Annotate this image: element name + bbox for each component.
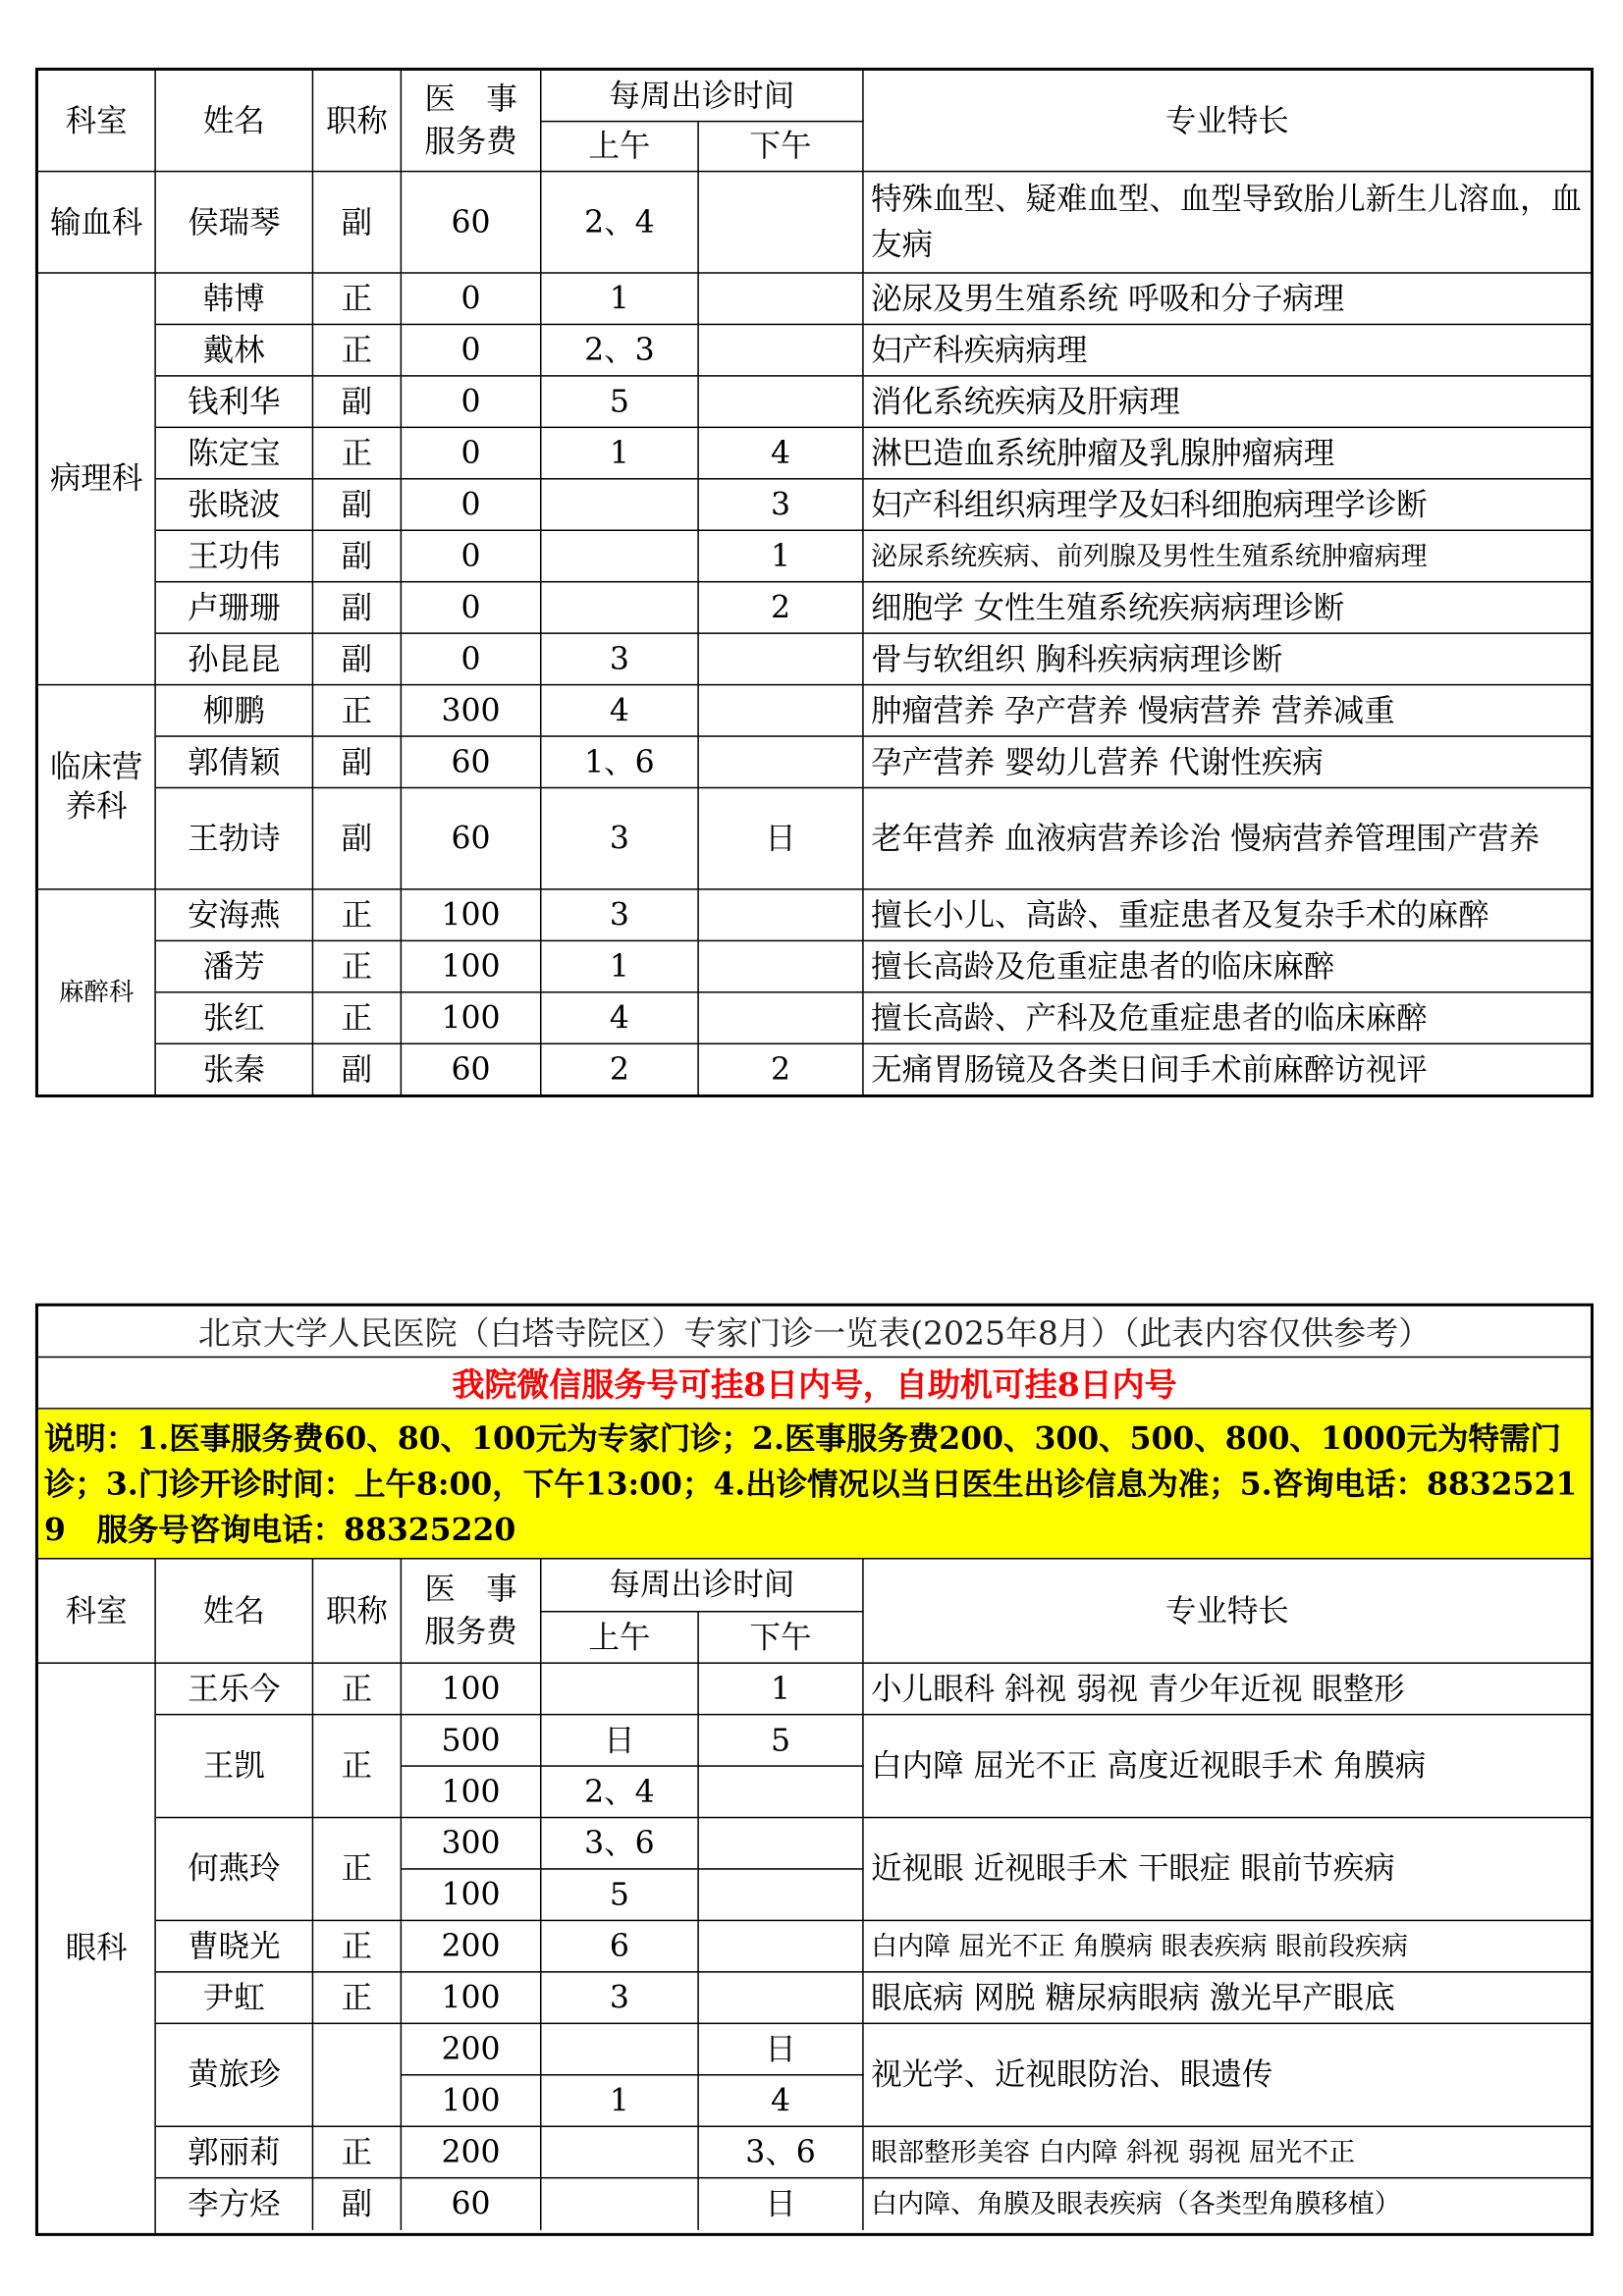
- doctor-title: 正: [313, 1973, 402, 2024]
- clinic-pm: [699, 274, 864, 325]
- clinic-pm: 4: [699, 2076, 864, 2127]
- doctor-title: 正: [313, 1818, 402, 1921]
- doctor-title: 正: [313, 890, 402, 941]
- doctor-title: 副: [313, 1044, 402, 1095]
- clinic-am: [541, 531, 698, 582]
- header-weekly: 每周出诊时间: [541, 71, 863, 122]
- dept-cell: 麻醉科: [38, 890, 156, 1096]
- header-specialty: 专业特长: [864, 1560, 1591, 1664]
- doctor-name: 张晓波: [156, 480, 313, 531]
- specialty: 孕产营养 婴幼儿营养 代谢性疾病: [864, 737, 1591, 788]
- doctor-title: [313, 2024, 402, 2127]
- clinic-pm: [699, 993, 864, 1044]
- clinic-am: 1: [541, 274, 698, 325]
- clinic-pm: 3、6: [699, 2127, 864, 2178]
- service-fee: 200: [402, 2127, 541, 2178]
- clinic-pm: 1: [699, 1664, 864, 1715]
- dept-cell: 临床营养科: [38, 685, 156, 889]
- doctor-name: 安海燕: [156, 890, 313, 941]
- clinic-am: 1: [541, 428, 698, 479]
- notes-box: 说明：1.医事服务费60、80、100元为专家门诊；2.医事服务费200、300、500、800、1000元为特需门诊；3.门诊开诊时间：上午8:00，下午13:00；4.出诊情况以当日医生出诊信息为准；5.咨询电话：88325219 服务号咨询电话：88325220: [38, 1410, 1591, 1560]
- table-title: 北京大学人民医院（白塔寺院区）专家门诊一览表(2025年8月）（此表内容仅供参考）: [38, 1307, 1591, 1358]
- doctor-name: 潘芳: [156, 941, 313, 992]
- clinic-pm: 2: [699, 582, 864, 633]
- clinic-pm: 1: [699, 531, 864, 582]
- doctor-title: 副: [313, 634, 402, 685]
- doctor-title: 正: [313, 1921, 402, 1972]
- clinic-am: 2: [541, 1044, 698, 1095]
- header-pm: 下午: [699, 1612, 864, 1663]
- service-fee: 60: [402, 788, 541, 889]
- doctor-name: 陈定宝: [156, 428, 313, 479]
- clinic-am: [541, 1664, 698, 1715]
- doctor-title: 正: [313, 2127, 402, 2178]
- service-fee: 100: [402, 1870, 541, 1921]
- specialty: 泌尿系统疾病、前列腺及男性生殖系统肿瘤病理: [864, 531, 1591, 582]
- clinic-pm: [699, 377, 864, 428]
- clinic-pm: 日: [699, 2024, 864, 2075]
- service-fee: 100: [402, 1767, 541, 1818]
- header-title: 职称: [313, 1560, 402, 1664]
- service-fee: 0: [402, 325, 541, 376]
- specialty: 细胞学 女性生殖系统疾病病理诊断: [864, 582, 1591, 633]
- clinic-am: 3: [541, 890, 698, 941]
- doctor-title: 正: [313, 274, 402, 325]
- doctor-title: 正: [313, 1664, 402, 1715]
- clinic-am: 日: [541, 1715, 698, 1766]
- specialty: 白内障 屈光不正 高度近视眼手术 角膜病: [864, 1715, 1591, 1818]
- clinic-am: [541, 2127, 698, 2178]
- header-pm: 下午: [699, 122, 864, 172]
- service-fee: 500: [402, 1715, 541, 1766]
- service-fee: 0: [402, 377, 541, 428]
- doctor-name: 卢珊珊: [156, 582, 313, 633]
- specialty: 擅长高龄、产科及危重症患者的临床麻醉: [864, 993, 1591, 1044]
- service-fee: 200: [402, 1921, 541, 1972]
- clinic-am: 3: [541, 788, 698, 889]
- doctor-title: 副: [313, 480, 402, 531]
- clinic-am: 5: [541, 377, 698, 428]
- service-fee: 0: [402, 274, 541, 325]
- header-weekly: 每周出诊时间: [541, 1560, 863, 1613]
- doctor-name: 黄旅珍: [156, 2024, 313, 2127]
- notice-banner: 我院微信服务号可挂8日内号，自助机可挂8日内号: [38, 1358, 1591, 1409]
- specialty: 白内障 屈光不正 角膜病 眼表疾病 眼前段疾病: [864, 1921, 1591, 1972]
- service-fee: 100: [402, 941, 541, 992]
- service-fee: 60: [402, 2178, 541, 2229]
- clinic-pm: [699, 941, 864, 992]
- clinic-am: 2、4: [541, 172, 698, 273]
- doctor-name: 孙昆昆: [156, 634, 313, 685]
- doctor-title: 副: [313, 2178, 402, 2229]
- doctor-name: 张秦: [156, 1044, 313, 1095]
- doctor-title: 正: [313, 325, 402, 376]
- doctor-name: 戴林: [156, 325, 313, 376]
- header-specialty: 专业特长: [864, 71, 1591, 172]
- header-dept: 科室: [38, 1560, 156, 1664]
- service-fee: 100: [402, 2076, 541, 2127]
- service-fee: 0: [402, 582, 541, 633]
- specialty: 特殊血型、疑难血型、血型导致胎儿新生儿溶血，血友病: [864, 172, 1591, 273]
- clinic-pm: 日: [699, 788, 864, 889]
- clinic-am: [541, 2024, 698, 2075]
- doctor-title: 副: [313, 377, 402, 428]
- header-fee: 医 事服务费: [402, 71, 541, 172]
- doctor-title: 正: [313, 428, 402, 479]
- specialty: 骨与软组织 胸科疾病病理诊断: [864, 634, 1591, 685]
- specialty: 眼底病 网脱 糖尿病眼病 激光早产眼底: [864, 1973, 1591, 2024]
- clinic-am: 1、6: [541, 737, 698, 788]
- doctor-name: 韩博: [156, 274, 313, 325]
- specialty: 白内障、角膜及眼表疾病（各类型角膜移植）: [871, 2188, 1401, 2220]
- dept-cell: 输血科: [38, 172, 156, 273]
- specialty: 视光学、近视眼防治、眼遗传: [864, 2024, 1591, 2127]
- doctor-name: 李方烃: [156, 2178, 313, 2229]
- doctor-name: 郭丽莉: [156, 2127, 313, 2178]
- clinic-pm: 4: [699, 428, 864, 479]
- service-fee: 300: [402, 685, 541, 736]
- clinic-pm: [699, 1870, 864, 1921]
- dept-cell: 病理科: [38, 274, 156, 686]
- doctor-title: 副: [313, 788, 402, 889]
- clinic-am: [541, 2178, 698, 2229]
- service-fee: 100: [402, 1664, 541, 1715]
- doctor-title: 副: [313, 172, 402, 273]
- doctor-name: 曹晓光: [156, 1921, 313, 1972]
- doctor-name: 王凯: [156, 1715, 313, 1818]
- doctor-title: 正: [313, 685, 402, 736]
- clinic-am: 3: [541, 634, 698, 685]
- table-1: [35, 68, 1594, 1097]
- specialty: 眼部整形美容 白内障 斜视 弱视 屈光不正: [864, 2127, 1591, 2178]
- clinic-pm: [699, 1818, 864, 1869]
- specialty: 消化系统疾病及肝病理: [864, 377, 1591, 428]
- doctor-name: 钱利华: [156, 377, 313, 428]
- specialty: 小儿眼科 斜视 弱视 青少年近视 眼整形: [864, 1664, 1591, 1715]
- clinic-pm: 3: [699, 480, 864, 531]
- clinic-am: 1: [541, 2076, 698, 2127]
- clinic-am: 3: [541, 1973, 698, 2024]
- doctor-name: 王乐今: [156, 1664, 313, 1715]
- specialty: 泌尿及男生殖系统 呼吸和分子病理: [864, 274, 1591, 325]
- clinic-pm: [699, 890, 864, 941]
- service-fee: 0: [402, 531, 541, 582]
- specialty: 擅长高龄及危重症患者的临床麻醉: [864, 941, 1591, 992]
- doctor-title: 副: [313, 737, 402, 788]
- doctor-name: 柳鹏: [156, 685, 313, 736]
- service-fee: 0: [402, 480, 541, 531]
- doctor-name: 王功伟: [156, 531, 313, 582]
- clinic-am: 2、3: [541, 325, 698, 376]
- specialty: 无痛胃肠镜及各类日间手术前麻醉访视评: [871, 1051, 1428, 1088]
- doctor-name: 郭倩颖: [156, 737, 313, 788]
- service-fee: 100: [402, 890, 541, 941]
- dept-cell: 眼科: [38, 1664, 156, 2233]
- clinic-pm: [699, 737, 864, 788]
- clinic-am: 6: [541, 1921, 698, 1972]
- doctor-name: 侯瑞琴: [156, 172, 313, 273]
- doctor-name: 尹虹: [156, 1973, 313, 2024]
- service-fee: 300: [402, 1818, 541, 1869]
- service-fee: 60: [402, 1044, 541, 1095]
- header-name: 姓名: [156, 1560, 313, 1664]
- header-am: 上午: [541, 122, 698, 172]
- clinic-pm: [699, 172, 864, 273]
- header-dept: 科室: [38, 71, 156, 172]
- header-am: 上午: [541, 1612, 698, 1663]
- specialty: 老年营养 血液病营养诊治 慢病营养管理围产营养: [864, 788, 1591, 889]
- specialty: 近视眼 近视眼手术 干眼症 眼前节疾病: [864, 1818, 1591, 1921]
- clinic-am: 1: [541, 941, 698, 992]
- clinic-pm: [699, 325, 864, 376]
- service-fee: 100: [402, 1973, 541, 2024]
- clinic-pm: [699, 1973, 864, 2024]
- specialty: 妇产科组织病理学及妇科细胞病理学诊断: [864, 480, 1591, 531]
- header-name: 姓名: [156, 71, 313, 172]
- clinic-am: 5: [541, 1870, 698, 1921]
- service-fee: 100: [402, 993, 541, 1044]
- specialty: 淋巴造血系统肿瘤及乳腺肿瘤病理: [864, 428, 1591, 479]
- clinic-pm: [699, 1767, 864, 1818]
- service-fee: 0: [402, 428, 541, 479]
- service-fee: 0: [402, 634, 541, 685]
- table-2: [35, 1304, 1594, 2236]
- doctor-title: 正: [313, 1715, 402, 1818]
- clinic-pm: 日: [699, 2178, 864, 2229]
- clinic-pm: [699, 685, 864, 736]
- clinic-pm: 2: [699, 1044, 864, 1095]
- doctor-name: 王勃诗: [156, 788, 313, 889]
- header-title: 职称: [313, 71, 402, 172]
- specialty: 肿瘤营养 孕产营养 慢病营养 营养减重: [864, 685, 1591, 736]
- clinic-am: 3、6: [541, 1818, 698, 1869]
- doctor-title: 副: [313, 582, 402, 633]
- doctor-title: 正: [313, 941, 402, 992]
- doctor-name: 何燕玲: [156, 1818, 313, 1921]
- clinic-pm: [699, 634, 864, 685]
- doctor-name: 张红: [156, 993, 313, 1044]
- clinic-am: 4: [541, 685, 698, 736]
- specialty: 擅长小儿、高龄、重症患者及复杂手术的麻醉: [864, 890, 1591, 941]
- service-fee: 60: [402, 172, 541, 273]
- service-fee: 60: [402, 737, 541, 788]
- clinic-am: 4: [541, 993, 698, 1044]
- clinic-am: 2、4: [541, 1767, 698, 1818]
- specialty: 妇产科疾病病理: [864, 325, 1591, 376]
- clinic-pm: [699, 1921, 864, 1972]
- clinic-am: [541, 480, 698, 531]
- clinic-pm: 5: [699, 1715, 864, 1766]
- header-fee: 医 事服务费: [402, 1560, 541, 1664]
- doctor-title: 副: [313, 531, 402, 582]
- clinic-am: [541, 582, 698, 633]
- service-fee: 200: [402, 2024, 541, 2075]
- doctor-title: 正: [313, 993, 402, 1044]
